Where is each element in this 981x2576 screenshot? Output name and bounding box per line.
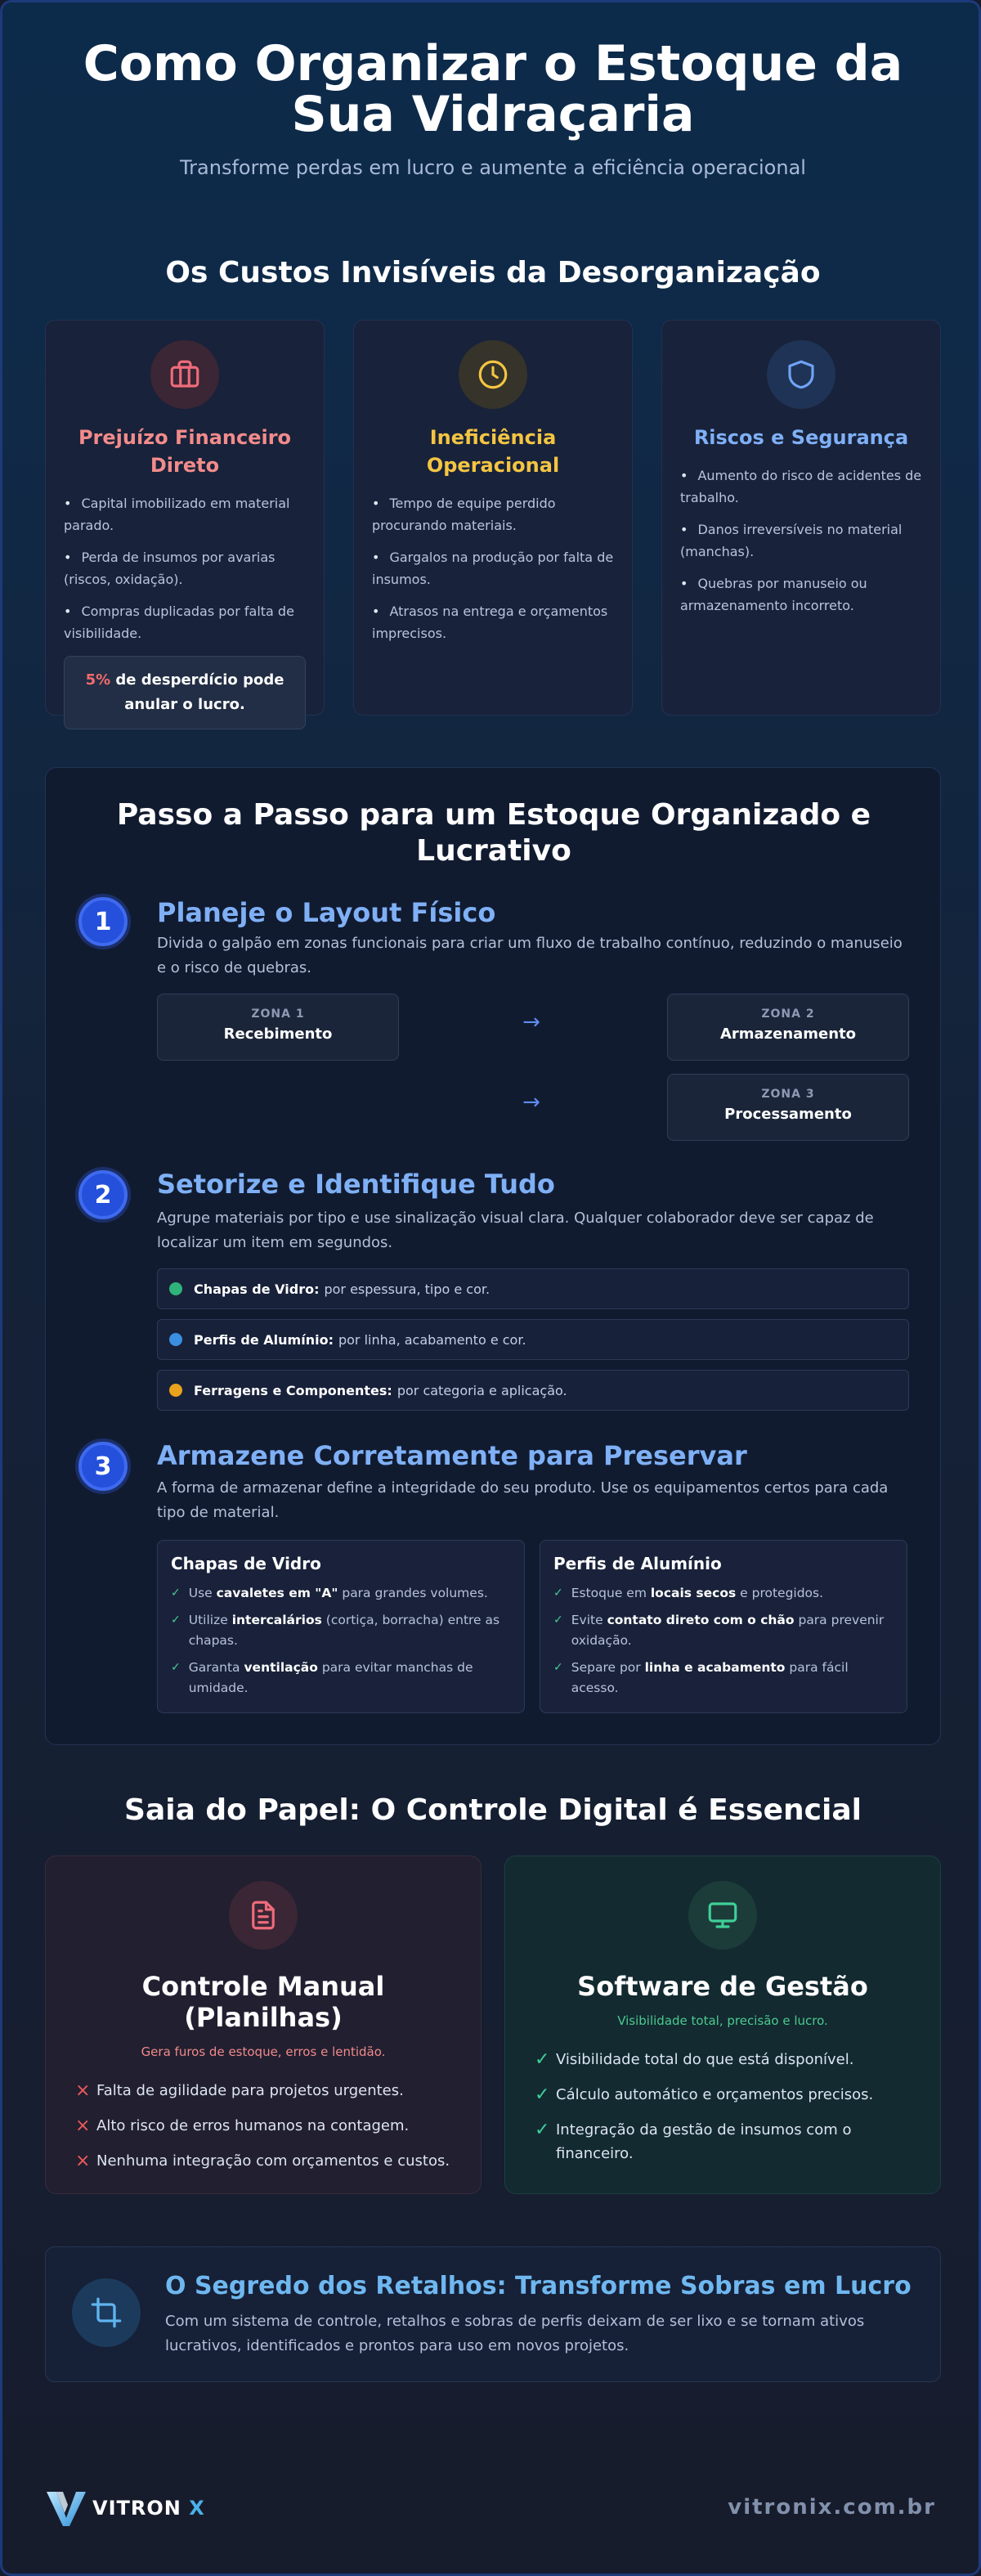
software-card-title: Software de Gestão	[577, 1971, 868, 2002]
step-number-3: 3	[78, 1442, 128, 1491]
item-text	[189, 1658, 511, 1699]
list-item	[171, 1610, 511, 1651]
cost-card-safety	[661, 320, 941, 716]
status-dot	[169, 1384, 182, 1397]
item-text	[571, 1610, 894, 1651]
list-item: • Danos irreversíveis no material (manchas).	[680, 518, 922, 563]
list-item: • Compras duplicadas por falta de visibilidade.	[64, 600, 306, 644]
material-name: Ferragens e Componentes:	[194, 1382, 392, 1398]
x-icon: ×	[75, 2116, 91, 2136]
storage-box-glass	[157, 1540, 525, 1713]
step-desc-3: A forma de armazenar define a integridade do seu produto. Use os equipamentos certos para cada tipo de material.	[157, 1479, 889, 1521]
list-item: • Gargalos na produção por falta de insumos.	[372, 546, 614, 590]
zone-card-3	[667, 1074, 909, 1141]
item-text-post: para prevenir oxidação.	[571, 1613, 885, 1648]
arrow-right-icon: →	[522, 1090, 540, 1115]
item-text-pre: Garanta	[188, 1660, 244, 1675]
digital-section-title: Saia do Papel: O Controle Digital é Essencial	[124, 1793, 862, 1827]
check-icon: ✓	[171, 1661, 181, 1674]
manual-card-title-line1: Controle Manual	[141, 1971, 385, 2002]
list-item	[171, 1658, 511, 1699]
list-item	[75, 2149, 451, 2173]
material-name: Perfis de Alumínio:	[194, 1331, 334, 1348]
steps-panel	[45, 767, 941, 1745]
vitronix-logo[interactable]	[45, 2488, 205, 2528]
waste-percent: 5%	[85, 671, 111, 689]
item-text	[571, 1658, 894, 1699]
page-title	[2, 35, 981, 143]
item-text-bold: ventilação	[244, 1660, 318, 1675]
check-icon: ✓	[553, 1661, 563, 1674]
item-text: Integração da gestão de insumos com o financeiro.	[556, 2121, 852, 2162]
cost-card-title: Riscos e Segurança	[693, 426, 909, 449]
logo-text	[92, 2497, 205, 2520]
material-rule: por espessura, tipo e cor.	[324, 1281, 490, 1297]
zone-card-2	[667, 994, 909, 1061]
check-icon: ✓	[535, 2049, 550, 2070]
waste-text: de desperdício pode anular o lucro.	[115, 671, 284, 713]
item-text	[189, 1610, 511, 1651]
cost-card-list	[372, 492, 614, 644]
item-text-bold: cavaletes em "A"	[216, 1586, 338, 1600]
steps-title-line2: Lucrativo	[416, 834, 571, 868]
item-text-bold: contato direto com o chão	[607, 1613, 795, 1627]
storage-box-aluminum	[540, 1540, 907, 1713]
step-title-2: Setorize e Identifique Tudo	[157, 1169, 555, 1200]
clock-icon	[459, 340, 527, 409]
step-title-3: Armazene Corretamente para Preservar	[157, 1440, 747, 1471]
item-text-post: para grandes volumes.	[338, 1586, 488, 1600]
list-item	[535, 2118, 911, 2165]
list-item: • Aumento do risco de acidentes de trabalho.	[680, 464, 922, 509]
monitor-icon	[688, 1881, 757, 1950]
list-item	[553, 1658, 894, 1699]
cost-card-list	[64, 492, 306, 644]
page-title-line1: Como Organizar o Estoque da	[83, 35, 903, 92]
item-text-pre: Use	[188, 1586, 217, 1600]
document-icon	[229, 1881, 298, 1950]
check-icon: ✓	[553, 1613, 563, 1627]
list-item: • Perda de insumos por avarias (riscos, oxidação).	[64, 546, 306, 590]
item-text-bold: linha e acabamento	[644, 1660, 786, 1675]
cost-card-title: Prejuízo Financeiro Direto	[78, 426, 292, 477]
cost-card-title: Ineficiência Operacional	[426, 426, 560, 477]
cost-card-financial	[45, 320, 325, 716]
item-text-pre: Estoque em	[571, 1586, 651, 1600]
storage-box-title: Perfis de Alumínio	[553, 1554, 722, 1573]
list-item	[553, 1610, 894, 1651]
briefcase-icon	[150, 340, 219, 409]
item-text-post: para evitar manchas de umidade.	[188, 1660, 473, 1695]
costs-section-title: Os Custos Invisíveis da Desorganização	[165, 256, 821, 289]
x-icon: ×	[75, 2151, 91, 2171]
item-text: Cálculo automático e orçamentos precisos.	[556, 2086, 874, 2103]
check-icon: ✓	[171, 1586, 181, 1600]
step-title-1: Planeje o Layout Físico	[157, 897, 496, 928]
list-item: • Quebras por manuseio ou armazenamento incorreto.	[680, 572, 922, 617]
cost-card-list	[680, 464, 922, 617]
step-desc-1: Divida o galpão em zonas funcionais para criar um fluxo de trabalho contínuo, reduzindo o manuseio e o risco de quebras.	[157, 935, 903, 976]
page-subtitle: Transforme perdas em lucro e aumente a eficiência operacional	[180, 156, 806, 179]
list-item	[75, 2114, 451, 2138]
manual-control-card	[45, 1856, 482, 2194]
check-icon: ✓	[535, 2120, 550, 2140]
waste-highlight-box	[64, 656, 306, 729]
list-item	[553, 1583, 894, 1604]
item-text-pre: Utilize	[188, 1613, 232, 1627]
software-card-subtitle: Visibilidade total, precisão e lucro.	[617, 2013, 828, 2028]
software-card	[504, 1856, 941, 2194]
zone-label: ZONA 3	[761, 1088, 815, 1101]
page-title-line2: Sua Vidraçaria	[291, 86, 695, 143]
status-dot	[169, 1333, 182, 1346]
offcuts-box	[45, 2246, 941, 2382]
list-item	[75, 2079, 451, 2103]
material-rule: por linha, acabamento e cor.	[338, 1331, 526, 1348]
zone-label: ZONA 1	[251, 1008, 305, 1021]
step-number-2: 2	[78, 1170, 128, 1219]
item-text: Visibilidade total do que está disponível.	[556, 2051, 854, 2068]
item-text: Nenhuma integração com orçamentos e custos.	[96, 2152, 450, 2170]
item-text-pre: Evite	[571, 1613, 607, 1627]
zone-name: Processamento	[724, 1106, 852, 1123]
item-text: Falta de agilidade para projetos urgentes.	[96, 2082, 404, 2099]
arrow-right-icon: →	[522, 1010, 540, 1034]
item-text	[189, 1583, 488, 1604]
step-number-1: 1	[78, 897, 128, 946]
material-row-aluminum	[157, 1319, 909, 1360]
material-row-glass	[157, 1268, 909, 1309]
steps-title-line1: Passo a Passo para um Estoque Organizado e	[116, 798, 871, 832]
offcuts-desc: Com um sistema de controle, retalhos e sobras de perfis deixam de ser lixo e se tornam ativos lucrativos, identificados e prontos para uso em novos projetos.	[165, 2313, 865, 2354]
manual-card-title-line2: (Planilhas)	[184, 2002, 343, 2033]
list-item	[535, 2083, 911, 2107]
zone-card-1	[157, 994, 399, 1061]
website-link[interactable]: vitronix.com.br	[728, 2495, 936, 2520]
logo-text-accent: X	[189, 2497, 205, 2520]
steps-title	[46, 797, 942, 869]
status-dot	[169, 1282, 182, 1295]
shield-icon	[767, 340, 835, 409]
storage-box-title: Chapas de Vidro	[171, 1554, 321, 1573]
item-text-pre: Separe por	[571, 1660, 645, 1675]
step-desc-2: Agrupe materiais por tipo e use sinalização visual clara. Qualquer colaborador deve ser capaz de localizar um item em segundos.	[157, 1209, 874, 1251]
check-icon: ✓	[171, 1613, 181, 1627]
manual-card-title	[75, 1971, 451, 2033]
material-rule: por categoria e aplicação.	[396, 1382, 567, 1398]
logo-mark-icon	[45, 2488, 87, 2528]
list-item: • Capital imobilizado em material parado.	[64, 492, 306, 536]
logo-text-main: VITRON	[92, 2497, 181, 2520]
list-item	[535, 2048, 911, 2071]
crop-icon	[72, 2278, 141, 2347]
material-name: Chapas de Vidro:	[194, 1281, 320, 1297]
x-icon: ×	[75, 2080, 91, 2101]
item-text-post: e protegidos.	[736, 1586, 824, 1600]
material-row-hardware	[157, 1370, 909, 1411]
item-text-bold: locais secos	[650, 1586, 737, 1600]
item-text-bold: intercalários	[231, 1613, 322, 1627]
check-icon: ✓	[553, 1586, 563, 1600]
item-text-post: (cortiça, borracha) entre as chapas.	[188, 1613, 500, 1648]
offcuts-title: O Segredo dos Retalhos: Transforme Sobras em Lucro	[165, 2272, 912, 2300]
cost-card-operational	[353, 320, 633, 716]
zone-name: Armazenamento	[719, 1025, 857, 1043]
item-text	[571, 1583, 823, 1604]
item-text-post: para fácil acesso.	[571, 1660, 849, 1695]
check-icon: ✓	[535, 2085, 550, 2105]
list-item: • Tempo de equipe perdido procurando materiais.	[372, 492, 614, 536]
list-item: • Atrasos na entrega e orçamentos imprecisos.	[372, 600, 614, 644]
list-item	[171, 1583, 511, 1604]
zone-name: Recebimento	[223, 1025, 333, 1043]
manual-card-subtitle: Gera furos de estoque, erros e lentidão.	[141, 2044, 386, 2059]
item-text: Alto risco de erros humanos na contagem.	[96, 2117, 410, 2134]
zone-label: ZONA 2	[761, 1008, 815, 1021]
